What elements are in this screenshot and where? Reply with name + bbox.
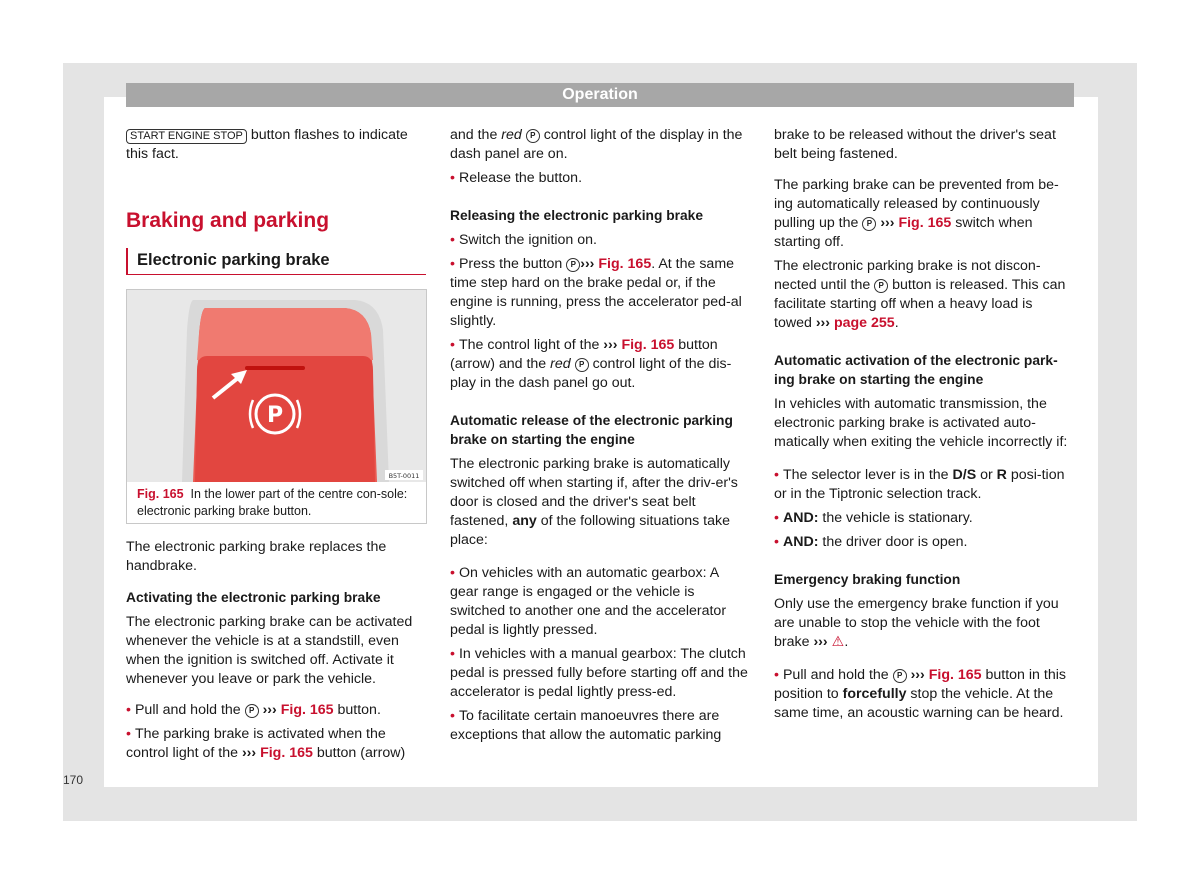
list-item: • Pull and hold the P ››› Fig. 165 button. [126, 701, 426, 720]
start-engine-stop-key: START ENGINE STOP [126, 129, 247, 144]
paragraph: Only use the emergency brake function if you are unable to stop the vehicle with the foot brake ››› ⚠. [774, 596, 1059, 650]
list-item: • AND: the vehicle is stationary. [774, 509, 1074, 528]
parking-brake-icon: P [893, 669, 907, 683]
section-heading: Electronic parking brake [126, 248, 426, 275]
subheading-auto-activation: Automatic activation of the electronic park-ing brake on starting the engine [774, 353, 1058, 387]
list-item: • Release the button. [450, 169, 750, 188]
list-item: • To facilitate certain manoeuvres there are exceptions that allow the automatic parking [450, 707, 750, 745]
page-number: 170 [63, 773, 84, 787]
column-2 [450, 126, 750, 750]
list-item: • The control light of the ››› Fig. 165 button (arrow) and the red P control light of the dis-play in the dash panel go out. [450, 336, 750, 393]
column-3 [774, 126, 1074, 735]
warning-triangle-icon[interactable]: ⚠ [831, 634, 845, 650]
paragraph: The parking brake can be prevented from be-ing automatically released by continuously pulling up the P ››› Fig. 165 switch when starting off. [774, 177, 1059, 250]
list-item: • AND: the driver door is open. [774, 533, 1074, 552]
parking-p-glyph: P [266, 403, 284, 428]
list-item: • The parking brake is activated when the control light of the ››› Fig. 165 button (arrow) [126, 725, 426, 763]
paragraph: The electronic parking brake is automatically switched off when starting if, after the driv-er's door is closed and the driver's seat belt fastened, any of the following situations take place: [450, 456, 738, 548]
list-item: • On vehicles with an automatic gearbox: A gear range is engaged or the vehicle is switched to another one and the accelerator pedal is lightly pressed. [450, 564, 750, 640]
paragraph: and the red P control light of the display in the dash panel are on. [450, 127, 743, 162]
parking-brake-icon: P [862, 217, 876, 231]
paragraph: The electronic parking brake replaces the handbrake. [126, 539, 387, 574]
section-header: Operation [126, 83, 1074, 107]
subheading-activating: Activating the electronic parking brake [126, 590, 381, 605]
parking-brake-icon: P [575, 358, 589, 372]
figure-165 [126, 289, 427, 524]
paragraph: START ENGINE STOP button flashes to indicate this fact. [126, 127, 408, 162]
chapter-heading: Braking and parking [126, 209, 330, 232]
subheading-releasing: Releasing the electronic parking brake [450, 208, 704, 223]
subheading-auto-release: Automatic release of the electronic parking brake on starting the engine [450, 413, 733, 447]
list-item: • The selector lever is in the D/S or R posi-tion or in the Tiptronic selection track. [774, 466, 1074, 504]
list-item: • Press the button P ››› Fig. 165. At the same time step hard on the brake pedal or, if the engine is running, press the accelerator ped-al slightly. [450, 255, 750, 331]
parking-brake-icon: P [245, 704, 259, 718]
list-item: • In vehicles with a manual gearbox: The clutch pedal is pressed fully before starting off and the accelerator is pedal lightly press-ed. [450, 645, 750, 702]
paragraph: brake to be released without the driver's seat belt being fastened. [774, 127, 1056, 162]
list-item: • Switch the ignition on. [450, 231, 750, 250]
column-1-body [126, 538, 426, 768]
parking-brake-icon: P [874, 279, 888, 293]
subheading-emergency: Emergency braking function [774, 572, 961, 587]
parking-brake-icon: P [526, 129, 540, 143]
figure-code: B5T-0011 [388, 472, 420, 480]
parking-brake-button-image [127, 290, 426, 482]
figure-caption: Fig. 165 In the lower part of the centre con-sole: electronic parking brake button. [137, 487, 408, 518]
paragraph: The electronic parking brake is not discon-nected until the P button is released. This can facilitate starting off when a heavy load is towed ››› page 255. [774, 258, 1066, 331]
paragraph: The electronic parking brake can be activated whenever the vehicle is at a standstill, even when the ignition is switched off. Activate it whenever you leave or park the vehicle. [126, 614, 413, 687]
list-item: • Pull and hold the P ››› Fig. 165 button in this position to forcefully stop the vehicle. At the same time, an acoustic warning can be heard. [774, 666, 1074, 723]
column-1 [126, 126, 426, 275]
paragraph: In vehicles with automatic transmission, the electronic parking brake is activated auto-matically when exiting the vehicle incorrectly if: [774, 396, 1068, 450]
parking-brake-icon: P [566, 258, 580, 272]
